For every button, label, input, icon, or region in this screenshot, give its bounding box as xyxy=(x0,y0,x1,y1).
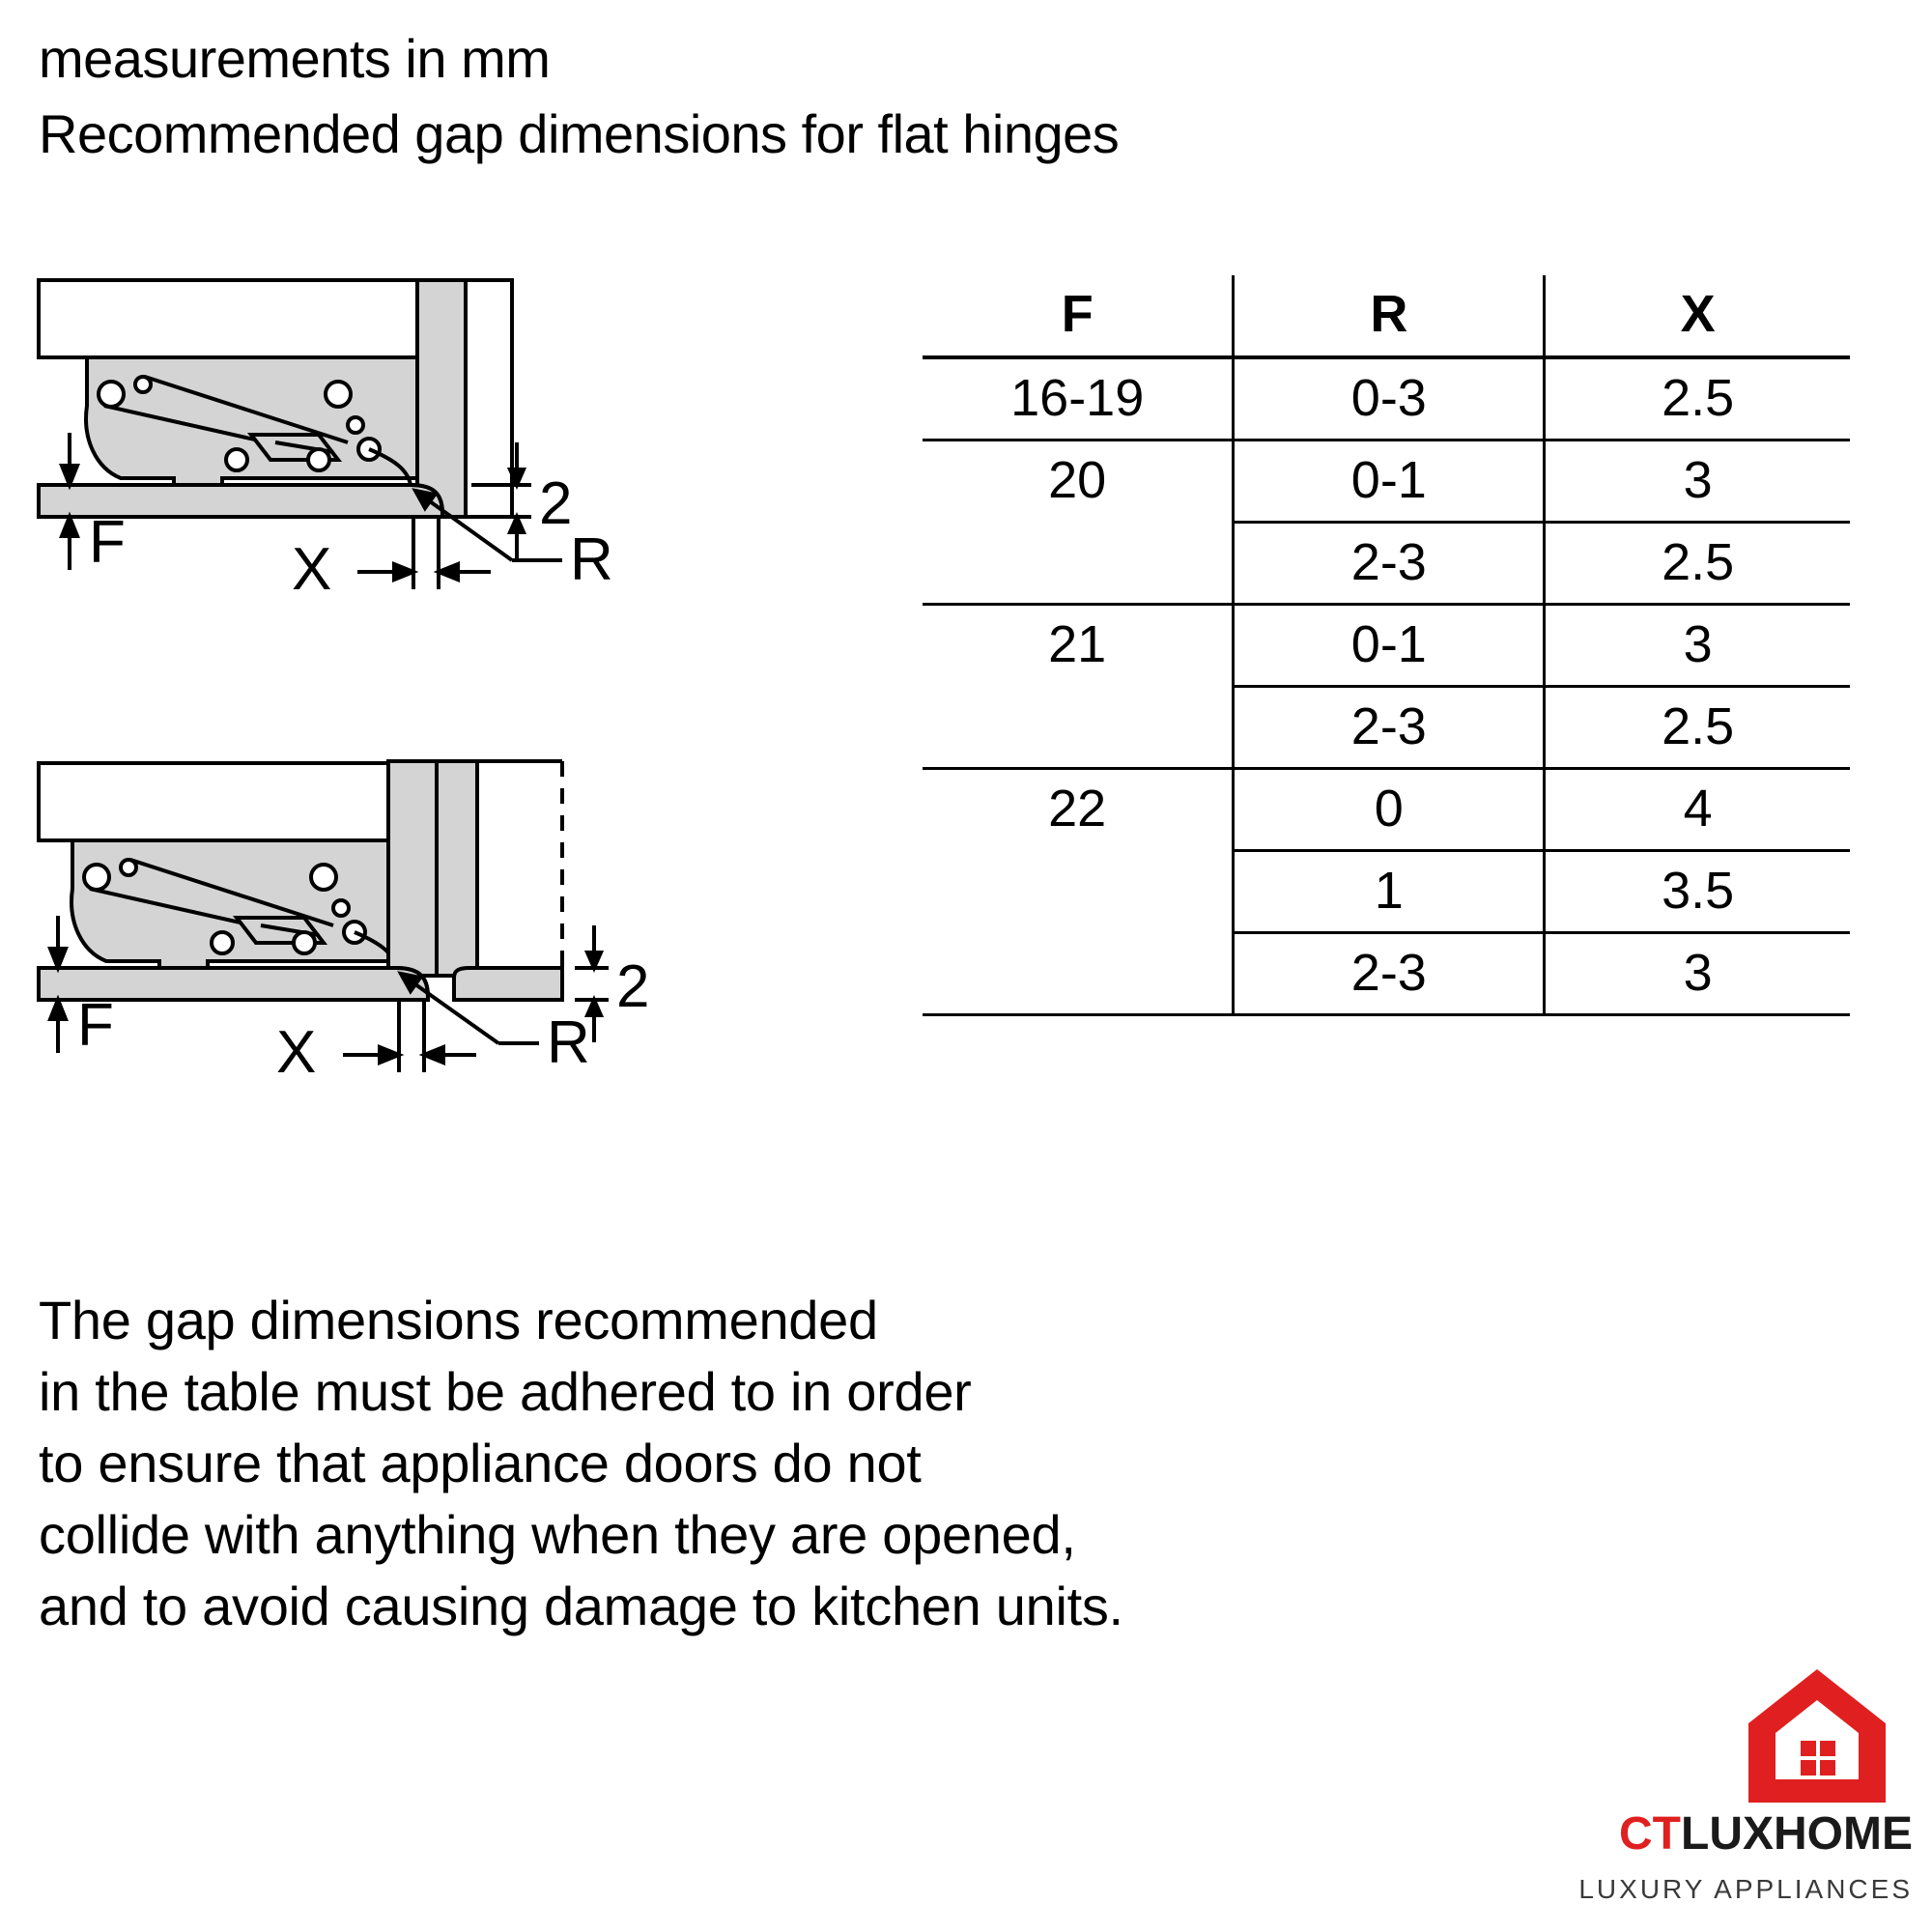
cell-r: 2-3 xyxy=(1234,523,1545,605)
cell-f: 22 xyxy=(923,769,1234,851)
cell-f xyxy=(923,523,1234,605)
heading-recommended-gaps: Recommended gap dimensions for flat hinges xyxy=(39,103,1120,164)
cell-x: 3 xyxy=(1545,440,1850,523)
dim-label-r-bottom: R xyxy=(547,1009,590,1076)
cell-f: 21 xyxy=(923,605,1234,687)
logo-ct-text: CT xyxy=(1619,1808,1681,1860)
table-row xyxy=(923,440,1850,523)
dim-label-x-top: X xyxy=(292,536,332,603)
logo-luxhome-text: LUXHOME xyxy=(1681,1808,1913,1860)
cell-x: 3 xyxy=(1545,933,1850,1015)
table-row xyxy=(923,769,1850,851)
dim-label-f-bottom: F xyxy=(77,992,114,1059)
cell-f xyxy=(923,933,1234,1015)
note-line-5: and to avoid causing damage to kitchen units. xyxy=(39,1576,1123,1636)
logo-wordmark xyxy=(1619,1807,1913,1861)
column-header-x: X xyxy=(1545,275,1850,357)
cell-r: 0-1 xyxy=(1234,605,1545,687)
table-row xyxy=(923,687,1850,769)
diagram-flat-hinge-bottom xyxy=(29,753,898,1208)
table-row xyxy=(923,851,1850,933)
cell-r: 1 xyxy=(1234,851,1545,933)
cell-f: 16-19 xyxy=(923,357,1234,440)
note-paragraph xyxy=(39,1285,1874,1642)
note-line-1: The gap dimensions recommended xyxy=(39,1290,878,1350)
dim-label-r-top: R xyxy=(570,526,613,593)
brand-logo xyxy=(1378,1663,1918,1915)
dim-label-x-bottom: X xyxy=(276,1019,317,1086)
note-line-3: to ensure that appliance doors do not xyxy=(39,1433,922,1493)
cell-x: 4 xyxy=(1545,769,1850,851)
cell-r: 2-3 xyxy=(1234,687,1545,769)
column-header-r: R xyxy=(1234,275,1545,357)
table-row xyxy=(923,357,1850,440)
note-line-4: collide with anything when they are opened, xyxy=(39,1504,1076,1565)
cell-f xyxy=(923,851,1234,933)
house-icon xyxy=(1745,1663,1889,1808)
table-row xyxy=(923,605,1850,687)
cell-x: 2.5 xyxy=(1545,357,1850,440)
cell-x: 3 xyxy=(1545,605,1850,687)
cell-x: 2.5 xyxy=(1545,523,1850,605)
gap-dimensions-table xyxy=(923,275,1850,1016)
column-header-f: F xyxy=(923,275,1234,357)
gap-dimensions-table-wrap xyxy=(923,275,1889,1016)
logo-tagline: LUXURY APPLIANCES xyxy=(1578,1874,1913,1904)
cell-f xyxy=(923,687,1234,769)
dim-label-gap-bottom: 2 xyxy=(616,953,650,1020)
cell-x: 3.5 xyxy=(1545,851,1850,933)
table-row xyxy=(923,933,1850,1015)
table-header-row xyxy=(923,275,1850,357)
cell-r: 2-3 xyxy=(1234,933,1545,1015)
table-row xyxy=(923,523,1850,605)
cell-r: 0-1 xyxy=(1234,440,1545,523)
page-title xyxy=(39,21,1874,172)
cell-r: 0-3 xyxy=(1234,357,1545,440)
cell-x: 2.5 xyxy=(1545,687,1850,769)
diagram-group xyxy=(29,270,898,1217)
dim-label-f-top: F xyxy=(89,509,126,576)
cell-f: 20 xyxy=(923,440,1234,523)
dim-label-gap-top: 2 xyxy=(539,470,573,537)
heading-measurements: measurements in mm xyxy=(39,28,551,89)
cell-r: 0 xyxy=(1234,769,1545,851)
note-line-2: in the table must be adhered to in order xyxy=(39,1361,972,1422)
diagram-flat-hinge-top xyxy=(29,270,898,724)
